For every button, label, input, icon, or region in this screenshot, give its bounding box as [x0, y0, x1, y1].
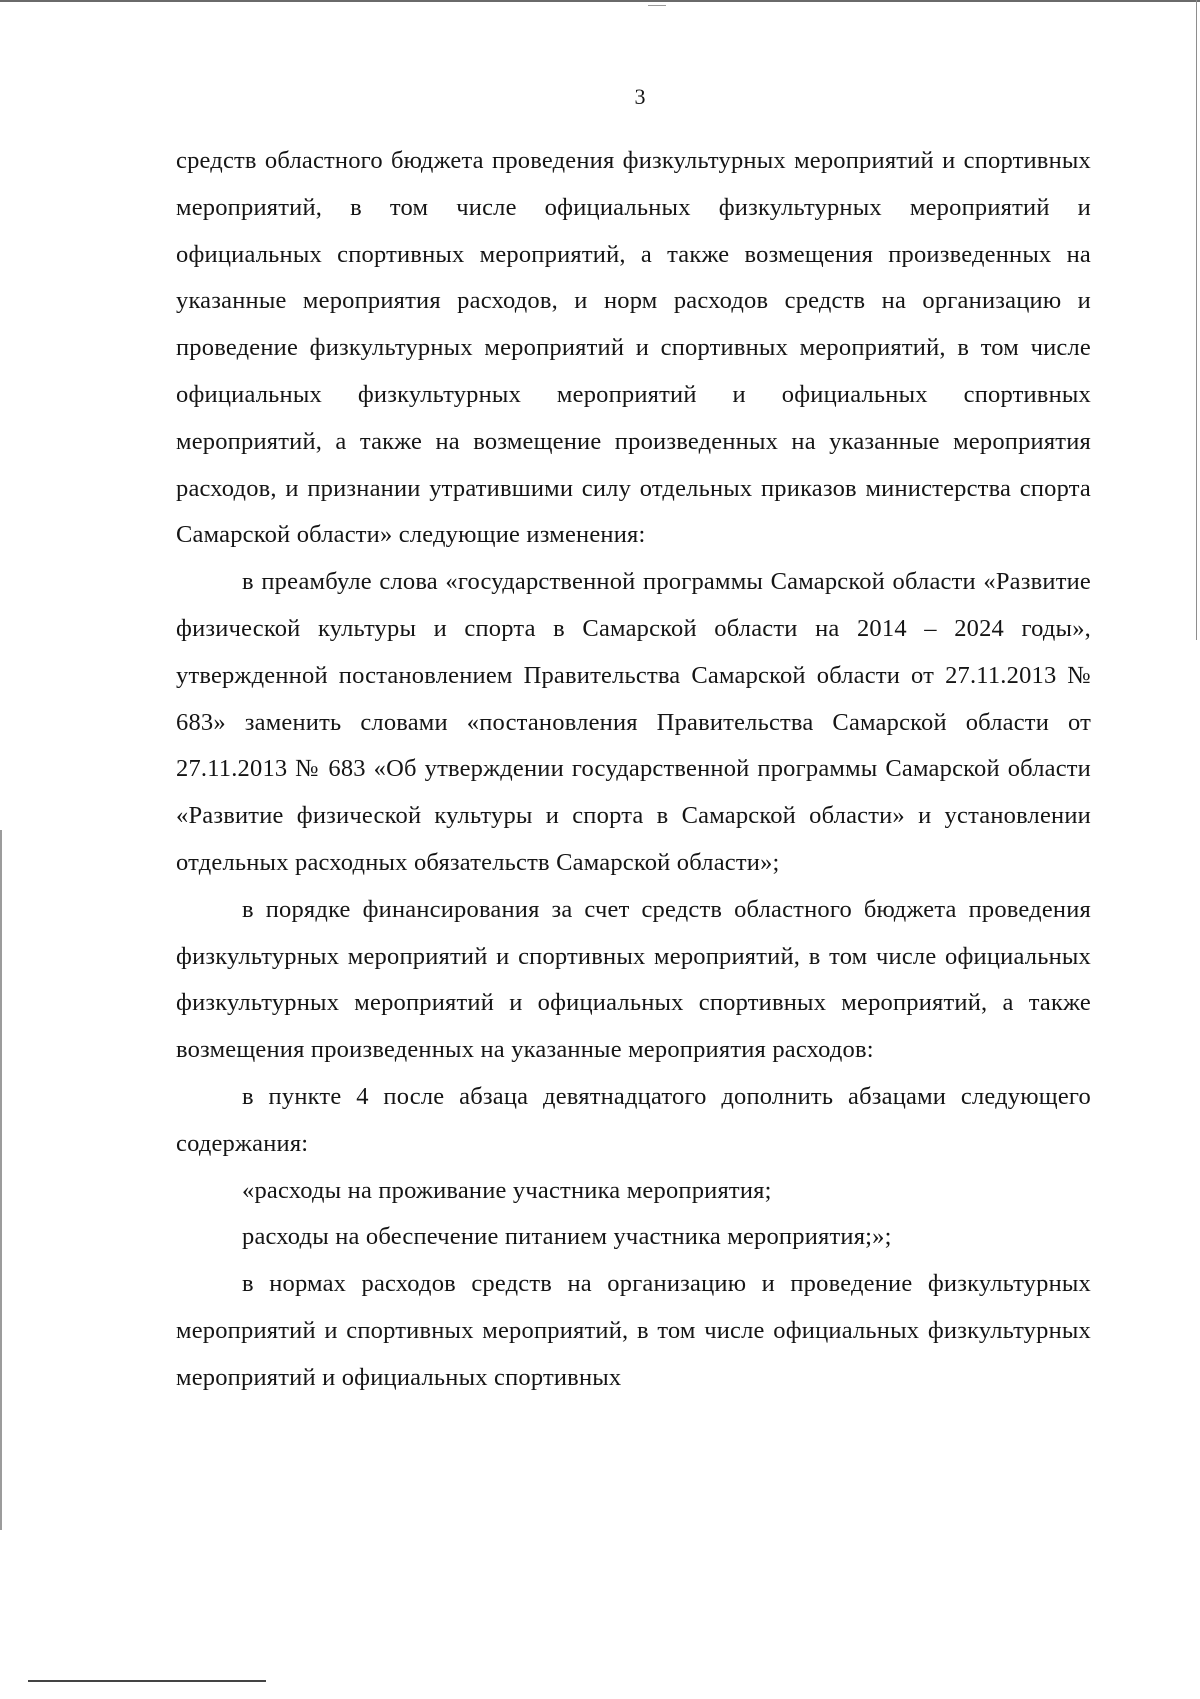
paragraph-continuation: средств областного бюджета проведения физкультурных мероприятий и спортивных мероприятий, в том числе официальных физкультурных мероприятий и официальных спортивных мероприятий, а также возмещения произведенных на указанные мероприятия расходов, и норм расходов средств на организацию и проведение физкультурных мероприятий и спортивных мероприятий, в том числе официальных физкультурных мероприятий и официальных спортивных мероприятий, а также на возмещение произведенных на указанные мероприятия расходов, и признании утратившими силу отдельных приказов министерства спорта Самарской области» следующие изменения: — [176, 147, 1091, 549]
paragraph-meal-costs: расходы на обеспечение питанием участника мероприятия;»; — [242, 1223, 892, 1251]
scan-top-mark — [648, 5, 666, 6]
scan-top-edge — [0, 0, 1200, 2]
page-number: 3 — [634, 84, 646, 109]
scan-left-edge — [0, 830, 2, 1530]
paragraph-expense-norms: в нормах расходов средств на организацию и проведение физкультурных мероприятий и спортивных мероприятий, в том числе официальных физкультурных мероприятий и официальных спортивных — [176, 1270, 1091, 1391]
paragraph-preamble-change: в преамбуле слова «государственной программы Самарской области «Развитие физической культуры и спорта в Самарской области на 2014 – 2024 годы», утвержденной постановлением Правительства Самарской области от 27.11.2013 № 683» заменить словами «постановления Правительства Самарской области от 27.11.2013 № 683 «Об утверждении государственной программы Самарской области «Развитие физической культуры и спорта в Самарской области» и установлении отдельных расходных обязательств Самарской области»; — [176, 568, 1091, 876]
document-body — [176, 138, 1091, 1402]
paragraph-accommodation-costs: «расходы на проживание участника мероприятия; — [242, 1176, 772, 1204]
paragraph-financing-order: в порядке финансирования за счет средств областного бюджета проведения физкультурных мероприятий и спортивных мероприятий, в том числе официальных физкультурных мероприятий и официальных спортивных мероприятий, а также возмещения произведенных на указанные мероприятия расходов: — [176, 895, 1091, 1064]
scan-right-edge — [1196, 0, 1197, 640]
footer-rule — [28, 1680, 266, 1682]
paragraph-point-4: в пункте 4 после абзаца девятнадцатого дополнить абзацами следующего содержания: — [176, 1082, 1091, 1157]
